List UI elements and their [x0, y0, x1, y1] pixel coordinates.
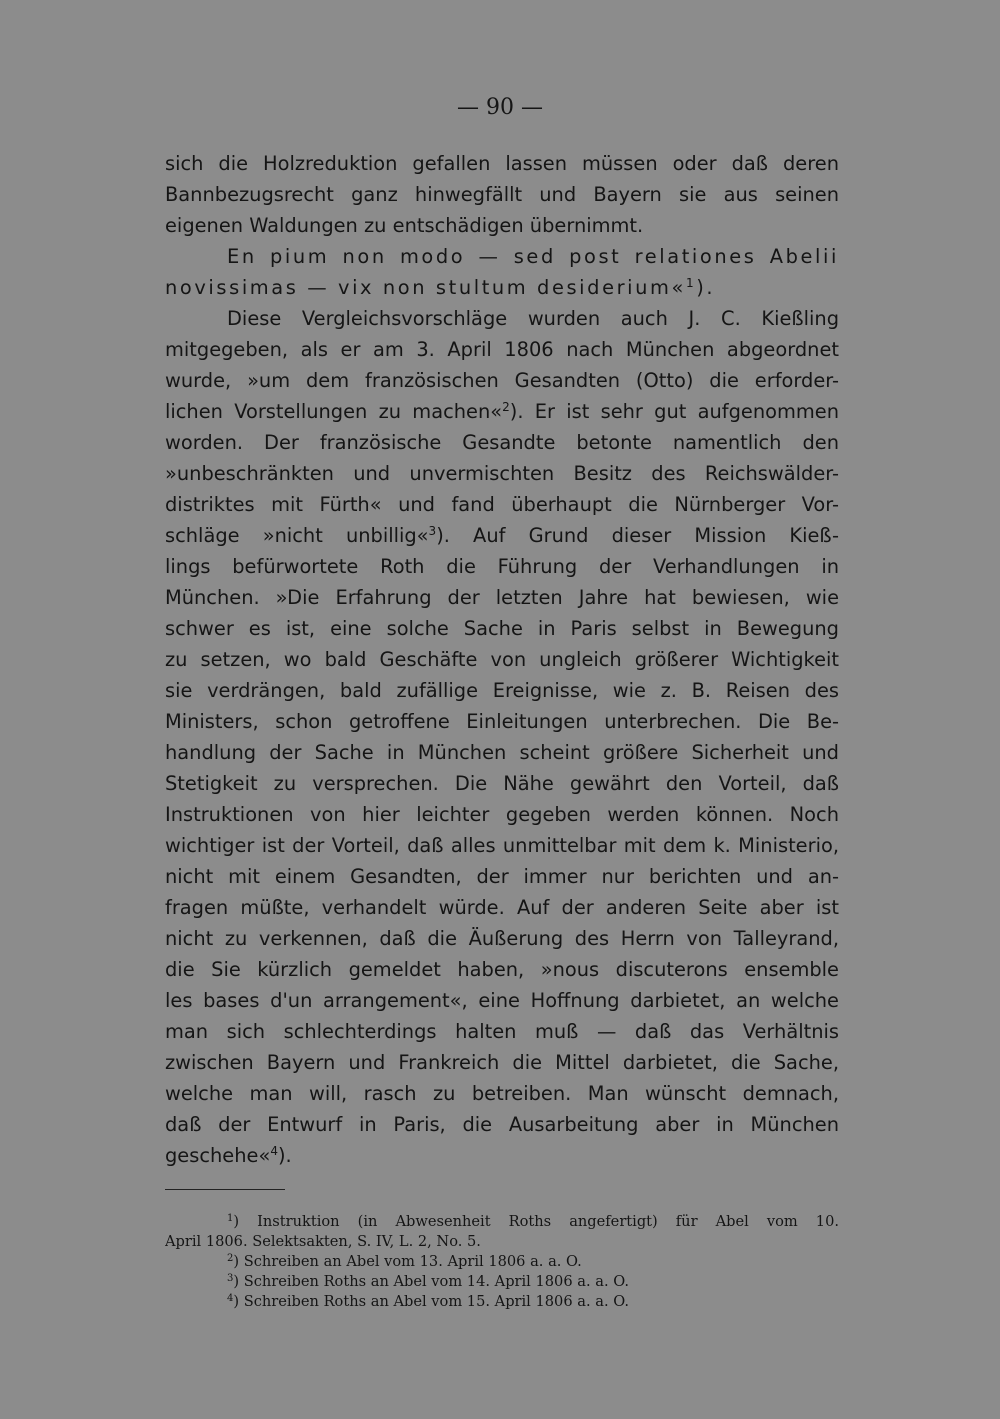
text-line: [165, 365, 839, 396]
text-line: [165, 210, 839, 241]
text-line-content: les bases d'un arrangement«, eine Hoffnung darbietet, an welche: [165, 989, 839, 1012]
text-line: [165, 489, 839, 520]
footnote-divider: [165, 1189, 285, 1190]
text-line: [165, 892, 839, 923]
footnote-line: [165, 1292, 839, 1312]
text-line-continuation: ). Er ist sehr gut aufgenommen: [509, 400, 839, 423]
footnote-line: [165, 1232, 839, 1252]
text-line-continuation: ).: [277, 1144, 292, 1167]
text-line: [165, 613, 839, 644]
text-line-content: sich die Holzreduktion gefallen lassen müssen oder daß deren: [165, 152, 839, 175]
body-text: [165, 148, 839, 1171]
text-line-content: lichen Vorstellungen zu machen«: [165, 400, 503, 423]
footnotes: [165, 1212, 839, 1312]
text-line: [165, 1109, 839, 1140]
text-line: [165, 675, 839, 706]
text-line-continuation: ). Auf Grund dieser Mission Kieß-: [436, 524, 839, 547]
text-line-content: schwer es ist, eine solche Sache in Paris selbst in Bewegung: [165, 617, 839, 640]
text-line-content: mitgegeben, als er am 3. April 1806 nach München abgeordnet: [165, 338, 839, 361]
text-line-content: daß der Entwurf in Paris, die Ausarbeitung aber in München: [165, 1113, 839, 1136]
text-line-content: die Sie kürzlich gemeldet haben, »nous discuterons ensemble: [165, 958, 839, 981]
text-line: [165, 272, 839, 303]
text-line: [165, 551, 839, 582]
text-line: [165, 303, 839, 334]
text-line-content: handlung der Sache in München scheint größere Sicherheit und: [165, 741, 839, 764]
text-line-content: worden. Der französische Gesandte betonte namentlich den: [165, 431, 839, 454]
text-line: [165, 148, 839, 179]
text-line-content: nicht zu verkennen, daß die Äußerung des Herrn von Talleyrand,: [165, 927, 839, 950]
footnote-reference: 4: [270, 1144, 278, 1158]
footnote-text: ) Schreiben an Abel vom 13. April 1806 a. a. O.: [233, 1253, 582, 1270]
text-line: [165, 923, 839, 954]
footnote-text: ) Schreiben Roths an Abel vom 15. April 1806 a. a. O.: [233, 1293, 629, 1310]
text-line-content: wichtiger ist der Vorteil, daß alles unmittelbar mit dem k. Ministerio,: [165, 834, 839, 857]
footnote-line: [165, 1212, 839, 1232]
text-line: [165, 737, 839, 768]
text-line: [165, 396, 839, 427]
page-number: — 90 —: [457, 95, 543, 120]
text-line: [165, 1140, 839, 1171]
text-line: [165, 1078, 839, 1109]
text-line-content: En pium non modo — sed post relationes Abelii: [227, 245, 839, 268]
footnote-text: ) Instruktion (in Abwesenheit Roths angefertigt) für Abel vom 10.: [233, 1213, 839, 1230]
footnote-number: 3: [227, 1273, 234, 1284]
text-line-content: geschehe«: [165, 1144, 271, 1167]
text-line: [165, 334, 839, 365]
text-line-content: man sich schlechterdings halten muß — daß das Verhältnis: [165, 1020, 839, 1043]
footnote-line: [165, 1252, 839, 1272]
text-line: [165, 644, 839, 675]
text-line: [165, 768, 839, 799]
text-line: [165, 582, 839, 613]
text-line: [165, 954, 839, 985]
text-line-content: Instruktionen von hier leichter gegeben werden können. Noch: [165, 803, 839, 826]
text-line: [165, 1047, 839, 1078]
text-line-content: fragen müßte, verhandelt würde. Auf der anderen Seite aber ist: [165, 896, 839, 919]
text-line-content: welche man will, rasch zu betreiben. Man wünscht demnach,: [165, 1082, 839, 1105]
text-line: [165, 706, 839, 737]
footnote-reference: 1: [686, 276, 697, 290]
text-line: [165, 458, 839, 489]
text-line-content: sie verdrängen, bald zufällige Ereignisse, wie z. B. Reisen des: [165, 679, 839, 702]
footnote-reference: 3: [428, 524, 437, 538]
text-line-continuation: ).: [696, 276, 716, 299]
text-line-content: zwischen Bayern und Frankreich die Mittel darbietet, die Sache,: [165, 1051, 839, 1074]
text-line-content: wurde, »um dem französischen Gesandten (Otto) die erforder-: [165, 369, 839, 392]
text-line-content: zu setzen, wo bald Geschäfte von ungleich größerer Wichtigkeit: [165, 648, 839, 671]
text-line: [165, 830, 839, 861]
text-line-content: novissimas — vix non stultum desiderium«: [165, 276, 687, 299]
text-line-content: eigenen Waldungen zu entschädigen übernimmt.: [165, 214, 644, 237]
text-line-content: nicht mit einem Gesandten, der immer nur berichten und an-: [165, 865, 839, 888]
text-line-content: Bannbezugsrecht ganz hinwegfällt und Bayern sie aus seinen: [165, 183, 839, 206]
text-line: [165, 179, 839, 210]
footnote-text: April 1806. Selektsakten, S. IV, L. 2, No. 5.: [165, 1233, 481, 1250]
text-line-content: distriktes mit Fürth« und fand überhaupt die Nürnberger Vor-: [165, 493, 839, 516]
text-line: [165, 799, 839, 830]
text-line-content: schläge »nicht unbillig«: [165, 524, 429, 547]
text-line-content: München. »Die Erfahrung der letzten Jahre hat bewiesen, wie: [165, 586, 839, 609]
text-line: [165, 520, 839, 551]
text-line-content: Ministers, schon getroffene Einleitungen unterbrechen. Die Be-: [165, 710, 839, 733]
text-line-content: lings befürwortete Roth die Führung der Verhandlungen in: [165, 555, 839, 578]
text-line: [165, 241, 839, 272]
footnote-number: 1: [227, 1213, 234, 1224]
footnote-text: ) Schreiben Roths an Abel vom 14. April 1806 a. a. O.: [233, 1273, 629, 1290]
text-line: [165, 427, 839, 458]
footnote-number: 4: [227, 1293, 234, 1304]
text-line: [165, 985, 839, 1016]
footnote-number: 2: [227, 1253, 234, 1264]
footnote-line: [165, 1272, 839, 1292]
footnote-reference: 2: [502, 400, 510, 414]
text-line-content: »unbeschränkten und unvermischten Besitz des Reichswälder-: [165, 462, 839, 485]
text-line: [165, 1016, 839, 1047]
text-line-content: Diese Vergleichsvorschläge wurden auch J. C. Kießling: [227, 307, 839, 330]
text-line: [165, 861, 839, 892]
text-line-content: Stetigkeit zu versprechen. Die Nähe gewährt den Vorteil, daß: [165, 772, 839, 795]
